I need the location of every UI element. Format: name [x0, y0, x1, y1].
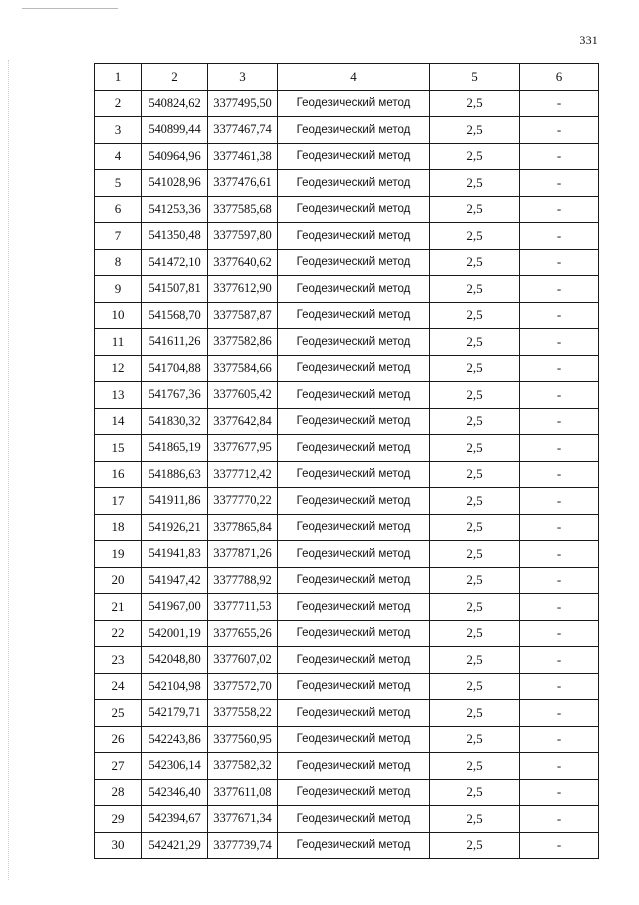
cell-description: - [520, 329, 599, 356]
cell-point-number: 18 [95, 514, 142, 541]
cell-y: 3377611,08 [208, 779, 278, 806]
cell-method: Геодезический метод [278, 170, 430, 197]
cell-point-number: 8 [95, 249, 142, 276]
cell-method: Геодезический метод [278, 302, 430, 329]
cell-description: - [520, 753, 599, 780]
cell-point-number: 12 [95, 355, 142, 382]
table-row [95, 461, 599, 488]
cell-x: 542048,80 [142, 647, 208, 674]
table-row [95, 673, 599, 700]
cell-description: - [520, 435, 599, 462]
cell-x: 542346,40 [142, 779, 208, 806]
cell-point-number: 26 [95, 726, 142, 753]
cell-description: - [520, 196, 599, 223]
cell-description: - [520, 779, 599, 806]
cell-point-number: 19 [95, 541, 142, 568]
cell-point-number: 24 [95, 673, 142, 700]
cell-method: Геодезический метод [278, 435, 430, 462]
table-row [95, 753, 599, 780]
cell-point-number: 28 [95, 779, 142, 806]
table-row [95, 435, 599, 462]
cell-y: 3377711,53 [208, 594, 278, 621]
table-body [95, 64, 599, 859]
cell-y: 3377582,86 [208, 329, 278, 356]
cell-y: 3377495,50 [208, 90, 278, 117]
cell-y: 3377612,90 [208, 276, 278, 303]
cell-x: 542394,67 [142, 806, 208, 833]
cell-method: Геодезический метод [278, 90, 430, 117]
cell-method: Геодезический метод [278, 117, 430, 144]
cell-method: Геодезический метод [278, 541, 430, 568]
cell-description: - [520, 382, 599, 409]
cell-method: Геодезический метод [278, 567, 430, 594]
cell-method: Геодезический метод [278, 594, 430, 621]
cell-x: 542421,29 [142, 832, 208, 859]
cell-accuracy: 2,5 [430, 170, 520, 197]
cell-description: - [520, 355, 599, 382]
cell-point-number: 21 [95, 594, 142, 621]
cell-accuracy: 2,5 [430, 620, 520, 647]
cell-accuracy: 2,5 [430, 567, 520, 594]
cell-description: - [520, 276, 599, 303]
cell-x: 541507,81 [142, 276, 208, 303]
cell-x: 541947,42 [142, 567, 208, 594]
scan-artifact-left-margin [8, 60, 9, 880]
cell-description: - [520, 832, 599, 859]
cell-y: 3377467,74 [208, 117, 278, 144]
cell-method: Геодезический метод [278, 832, 430, 859]
cell-point-number: 15 [95, 435, 142, 462]
cell-point-number: 10 [95, 302, 142, 329]
cell-y: 3377871,26 [208, 541, 278, 568]
cell-y: 3377597,80 [208, 223, 278, 250]
cell-description: - [520, 673, 599, 700]
cell-accuracy: 2,5 [430, 249, 520, 276]
cell-point-number: 2 [95, 90, 142, 117]
cell-y: 3377677,95 [208, 435, 278, 462]
cell-y: 3377739,74 [208, 832, 278, 859]
cell-point-number: 16 [95, 461, 142, 488]
cell-method: Геодезический метод [278, 726, 430, 753]
cell-y: 3377712,42 [208, 461, 278, 488]
cell-method: Геодезический метод [278, 196, 430, 223]
cell-method: Геодезический метод [278, 779, 430, 806]
table-row [95, 276, 599, 303]
table-row [95, 223, 599, 250]
cell-accuracy: 2,5 [430, 223, 520, 250]
cell-description: - [520, 170, 599, 197]
cell-point-number: 20 [95, 567, 142, 594]
cell-y: 3377572,70 [208, 673, 278, 700]
cell-description: - [520, 488, 599, 515]
cell-accuracy: 2,5 [430, 594, 520, 621]
cell-description: - [520, 620, 599, 647]
table-row [95, 329, 599, 356]
cell-x: 540964,96 [142, 143, 208, 170]
table-header-row [95, 64, 599, 91]
table-row [95, 90, 599, 117]
cell-accuracy: 2,5 [430, 302, 520, 329]
cell-accuracy: 2,5 [430, 514, 520, 541]
cell-accuracy: 2,5 [430, 673, 520, 700]
cell-accuracy: 2,5 [430, 726, 520, 753]
cell-x: 542179,71 [142, 700, 208, 727]
cell-x: 541704,88 [142, 355, 208, 382]
cell-point-number: 13 [95, 382, 142, 409]
header-cell-accuracy: 5 [430, 64, 520, 91]
table-row [95, 832, 599, 859]
cell-y: 3377584,66 [208, 355, 278, 382]
cell-description: - [520, 117, 599, 144]
cell-x: 541926,21 [142, 514, 208, 541]
cell-method: Геодезический метод [278, 249, 430, 276]
cell-method: Геодезический метод [278, 514, 430, 541]
cell-description: - [520, 700, 599, 727]
cell-description: - [520, 514, 599, 541]
cell-accuracy: 2,5 [430, 647, 520, 674]
cell-y: 3377607,02 [208, 647, 278, 674]
cell-method: Геодезический метод [278, 461, 430, 488]
cell-point-number: 30 [95, 832, 142, 859]
header-cell-method: 4 [278, 64, 430, 91]
cell-accuracy: 2,5 [430, 541, 520, 568]
cell-y: 3377788,92 [208, 567, 278, 594]
table-row [95, 647, 599, 674]
cell-description: - [520, 461, 599, 488]
cell-x: 541568,70 [142, 302, 208, 329]
cell-accuracy: 2,5 [430, 355, 520, 382]
table-row [95, 143, 599, 170]
cell-accuracy: 2,5 [430, 832, 520, 859]
coordinates-table [94, 63, 599, 859]
cell-method: Геодезический метод [278, 329, 430, 356]
cell-method: Геодезический метод [278, 408, 430, 435]
header-cell-x: 2 [142, 64, 208, 91]
cell-x: 542001,19 [142, 620, 208, 647]
cell-accuracy: 2,5 [430, 700, 520, 727]
cell-method: Геодезический метод [278, 753, 430, 780]
cell-x: 541886,63 [142, 461, 208, 488]
table-row [95, 355, 599, 382]
cell-method: Геодезический метод [278, 806, 430, 833]
table-row [95, 514, 599, 541]
table-row [95, 170, 599, 197]
table-row [95, 117, 599, 144]
cell-x: 541830,32 [142, 408, 208, 435]
cell-method: Геодезический метод [278, 355, 430, 382]
cell-x: 542104,98 [142, 673, 208, 700]
cell-accuracy: 2,5 [430, 196, 520, 223]
cell-method: Геодезический метод [278, 488, 430, 515]
cell-y: 3377655,26 [208, 620, 278, 647]
cell-x: 541253,36 [142, 196, 208, 223]
cell-description: - [520, 302, 599, 329]
cell-accuracy: 2,5 [430, 488, 520, 515]
cell-description: - [520, 726, 599, 753]
page-number: 331 [579, 33, 598, 47]
table-row [95, 700, 599, 727]
cell-x: 541611,26 [142, 329, 208, 356]
table-row [95, 196, 599, 223]
table-row [95, 806, 599, 833]
cell-x: 541941,83 [142, 541, 208, 568]
cell-point-number: 23 [95, 647, 142, 674]
table-row [95, 408, 599, 435]
cell-accuracy: 2,5 [430, 408, 520, 435]
table-row [95, 594, 599, 621]
cell-point-number: 11 [95, 329, 142, 356]
cell-x: 542243,86 [142, 726, 208, 753]
cell-x: 541967,00 [142, 594, 208, 621]
cell-accuracy: 2,5 [430, 461, 520, 488]
cell-y: 3377640,62 [208, 249, 278, 276]
table-row [95, 382, 599, 409]
header-cell-point-number: 1 [95, 64, 142, 91]
cell-accuracy: 2,5 [430, 329, 520, 356]
cell-accuracy: 2,5 [430, 276, 520, 303]
cell-x: 540899,44 [142, 117, 208, 144]
table-row [95, 567, 599, 594]
cell-y: 3377605,42 [208, 382, 278, 409]
cell-point-number: 6 [95, 196, 142, 223]
cell-y: 3377671,34 [208, 806, 278, 833]
cell-description: - [520, 594, 599, 621]
cell-point-number: 27 [95, 753, 142, 780]
cell-point-number: 22 [95, 620, 142, 647]
cell-description: - [520, 223, 599, 250]
cell-point-number: 14 [95, 408, 142, 435]
cell-x: 540824,62 [142, 90, 208, 117]
table-row [95, 620, 599, 647]
cell-point-number: 29 [95, 806, 142, 833]
cell-x: 541865,19 [142, 435, 208, 462]
cell-point-number: 9 [95, 276, 142, 303]
cell-x: 541028,96 [142, 170, 208, 197]
cell-accuracy: 2,5 [430, 435, 520, 462]
table-row [95, 488, 599, 515]
scan-artifact-top-line [22, 8, 118, 9]
cell-point-number: 5 [95, 170, 142, 197]
table-row [95, 726, 599, 753]
cell-method: Геодезический метод [278, 143, 430, 170]
cell-method: Геодезический метод [278, 673, 430, 700]
cell-y: 3377558,22 [208, 700, 278, 727]
cell-description: - [520, 408, 599, 435]
cell-x: 541472,10 [142, 249, 208, 276]
header-cell-y: 3 [208, 64, 278, 91]
cell-y: 3377587,87 [208, 302, 278, 329]
cell-description: - [520, 90, 599, 117]
table-row [95, 541, 599, 568]
cell-y: 3377865,84 [208, 514, 278, 541]
cell-accuracy: 2,5 [430, 779, 520, 806]
cell-description: - [520, 249, 599, 276]
cell-accuracy: 2,5 [430, 90, 520, 117]
cell-accuracy: 2,5 [430, 117, 520, 144]
table-row [95, 302, 599, 329]
cell-description: - [520, 647, 599, 674]
cell-point-number: 3 [95, 117, 142, 144]
cell-x: 541350,48 [142, 223, 208, 250]
cell-point-number: 7 [95, 223, 142, 250]
cell-method: Геодезический метод [278, 647, 430, 674]
cell-y: 3377476,61 [208, 170, 278, 197]
cell-accuracy: 2,5 [430, 143, 520, 170]
cell-y: 3377582,32 [208, 753, 278, 780]
cell-point-number: 25 [95, 700, 142, 727]
cell-x: 541767,36 [142, 382, 208, 409]
cell-description: - [520, 541, 599, 568]
cell-y: 3377585,68 [208, 196, 278, 223]
cell-accuracy: 2,5 [430, 753, 520, 780]
cell-method: Геодезический метод [278, 382, 430, 409]
cell-method: Геодезический метод [278, 223, 430, 250]
cell-accuracy: 2,5 [430, 382, 520, 409]
cell-point-number: 4 [95, 143, 142, 170]
cell-x: 541911,86 [142, 488, 208, 515]
table-row [95, 249, 599, 276]
cell-method: Геодезический метод [278, 620, 430, 647]
cell-method: Геодезический метод [278, 700, 430, 727]
table-row [95, 779, 599, 806]
cell-y: 3377770,22 [208, 488, 278, 515]
header-cell-description: 6 [520, 64, 599, 91]
cell-accuracy: 2,5 [430, 806, 520, 833]
cell-description: - [520, 567, 599, 594]
cell-y: 3377461,38 [208, 143, 278, 170]
cell-description: - [520, 806, 599, 833]
cell-method: Геодезический метод [278, 276, 430, 303]
cell-description: - [520, 143, 599, 170]
cell-y: 3377560,95 [208, 726, 278, 753]
cell-y: 3377642,84 [208, 408, 278, 435]
cell-point-number: 17 [95, 488, 142, 515]
cell-x: 542306,14 [142, 753, 208, 780]
